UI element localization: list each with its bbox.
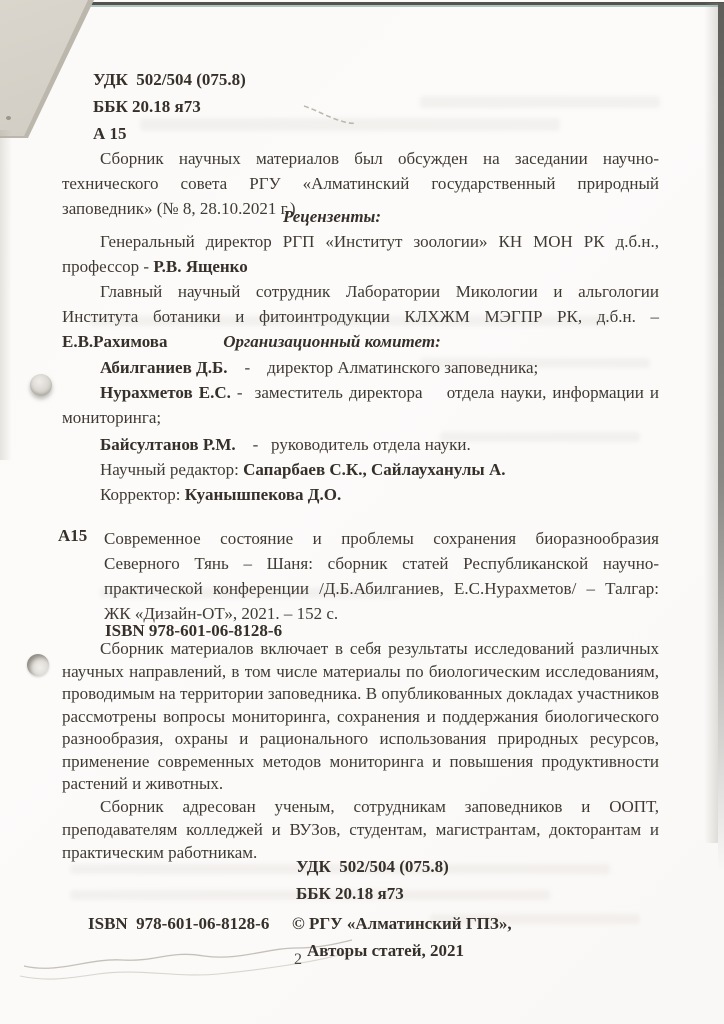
author-sign: А 15 xyxy=(93,124,127,143)
member-role: - директор Алматинского заповедника; xyxy=(227,358,539,377)
udc-code-bottom: УДК 502/504 (075.8) xyxy=(296,857,449,876)
editor-label: Научный редактор: xyxy=(100,460,244,479)
reviewer-title: Главный научный сотрудник Лаборатории Микологии и альгологии Института ботаники и фитоинтродукции КЛХЖМ МЭГПР РК, д.б.н. – xyxy=(62,282,659,326)
udc-code-top: УДК 502/504 (075.8) xyxy=(93,70,246,89)
proofreader-label: Корректор: xyxy=(100,485,185,504)
left-edge-shadow xyxy=(0,130,12,460)
member-name: Байсултанов Р.М. xyxy=(100,435,236,454)
committee-member xyxy=(62,432,659,457)
member-name: Абилганиев Д.Б. xyxy=(100,358,228,377)
isbn-top: ISBN 978-601-06-8128-6 xyxy=(105,621,283,640)
reviewers-heading: Рецензенты: xyxy=(282,207,382,226)
scan-speck xyxy=(6,116,11,120)
copyright-authors: Авторы статей, 2021 xyxy=(307,941,464,960)
catalog-card-text: Современное состояние и проблемы сохранения биоразнообразия Северного Тянь – Шаня: сборник статей Республиканской научно-практической конференции /Д.Б.Абилганиев, Е.С.Нурахметов/ – Талгар: ЖК «Дизайн-ОТ», 2021. – 152 с. xyxy=(104,529,659,623)
committee-heading: Организационный комитет: xyxy=(223,332,441,351)
reviewer-name: Е.В.Рахимова xyxy=(62,332,168,351)
right-page-edge xyxy=(718,3,724,873)
punch-hole xyxy=(30,374,52,396)
scan-top-edge-tint xyxy=(68,5,724,7)
bottom-bibliographic-codes xyxy=(296,853,449,907)
approval-paragraph: Сборник научных материалов был обсужден на заседании научно-технического совета РГУ «Алматинский государственный природный заповедник» (№ 8, 28.10.2021 г.) xyxy=(62,149,659,218)
top-bibliographic-codes xyxy=(62,66,659,147)
member-role: - заместитель директора отдела науки, информации и мониторинга; xyxy=(62,383,664,427)
proofreader-line xyxy=(62,482,659,507)
committee-member xyxy=(62,355,659,380)
bbk-code-bottom: ББК 20.18 я73 xyxy=(296,884,404,903)
isbn-bottom: ISBN 978-601-06-8128-6 xyxy=(88,914,270,933)
page-number: 2 xyxy=(294,951,302,968)
editorial-staff xyxy=(62,457,659,507)
copyright-block xyxy=(292,910,512,964)
member-role: - руководитель отдела науки. xyxy=(235,435,471,454)
science-editor-line xyxy=(62,457,659,482)
reviewer-title: Генеральный директор РГП «Институт зоологии» КН МОН РК д.б.н., профессор - xyxy=(62,232,659,276)
right-edge-shadow xyxy=(704,3,718,843)
bbk-code-top: ББК 20.18 я73 xyxy=(93,97,201,116)
annotation-paragraph: Сборник материалов включает в себя результаты исследований различных научных направлений, в том числе материалы по биологическим исследованиям, проводимым на территории заповедника. В опубликованных докладах участников рассмотрены вопросы мониторинга, сохранения и поддержания биологического разнообразия, охраны и рационального использования природных ресурсов, применение современных методов мониторинга и повышения продуктивности растений и животных. xyxy=(62,639,659,793)
committee-list xyxy=(62,355,664,457)
editor-names: Сапарбаев С.К., Сайлауханулы А. xyxy=(243,460,506,479)
reviewer-entry xyxy=(62,229,659,279)
catalog-card-sign: А15 xyxy=(58,526,88,545)
audience-paragraph: Сборник адресован ученым, сотрудникам заповедников и ООПТ, преподавателям колледжей и ВУЗов, студентам, магистрантам, докторантам и практическим работникам. xyxy=(62,797,659,862)
proofreader-name: Куанышпекова Д.О. xyxy=(184,485,342,504)
member-name: Нурахметов Е.С. xyxy=(100,383,231,402)
punch-hole xyxy=(27,654,49,676)
copyright-holder: © РГУ «Алматинский ГПЗ», xyxy=(292,914,512,933)
catalog-card xyxy=(56,526,659,626)
committee-member xyxy=(62,380,664,430)
reviewer-name: Р.В. Ященко xyxy=(153,257,248,276)
